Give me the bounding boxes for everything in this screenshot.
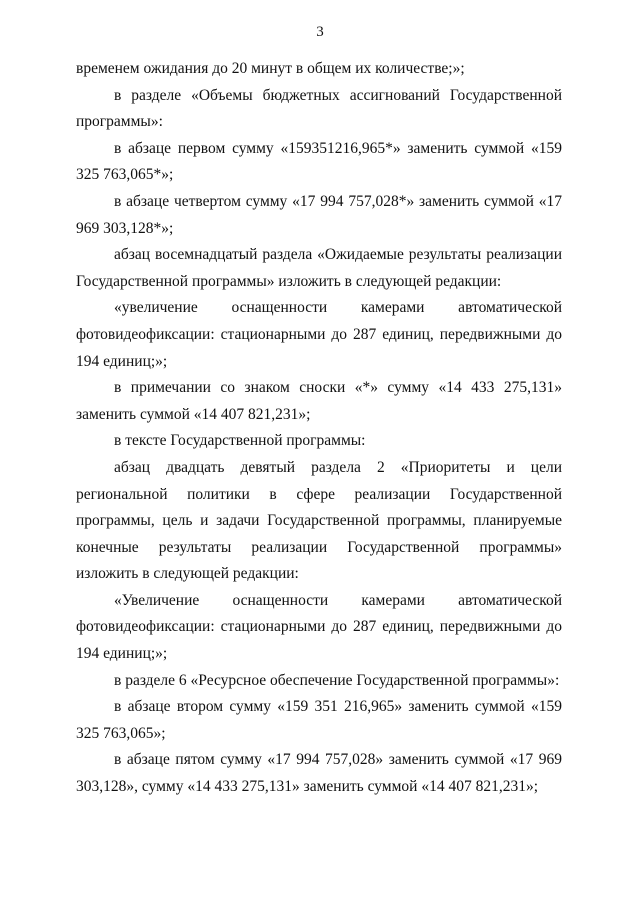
paragraph-11: в разделе 6 «Ресурсное обеспечение Государственной программы»: xyxy=(114,671,560,689)
paragraph-8: в тексте Государственной программы: xyxy=(114,432,366,450)
paragraph-12: в абзаце втором сумму «159 351 216,965» заменить суммой «159 325 763,065»; xyxy=(76,698,562,742)
paragraph-6: «увеличение оснащенности камерами автоматической фотовидеофиксации: стационарными до 287 единиц, передвижными до 194 единиц;»; xyxy=(76,299,562,370)
document-body xyxy=(76,56,562,801)
paragraph-13: в абзаце пятом сумму «17 994 757,028» заменить суммой «17 969 303,128», сумму «14 433 275,131» заменить суммой «14 407 821,231»; xyxy=(76,751,562,796)
paragraph-7: в примечании со знаком сноски «*» сумму «14 433 275,131» заменить суммой «14 407 821,231»; xyxy=(76,379,562,423)
paragraph-4: в абзаце четвертом сумму «17 994 757,028*» заменить суммой «17 969 303,128*»; xyxy=(76,192,562,237)
paragraph-10: «Увеличение оснащенности камерами автоматической фотовидеофиксации: стационарными до 287 единиц, передвижными до 194 единиц;»; xyxy=(76,591,562,663)
paragraph-3: в абзаце первом сумму «159351216,965*» заменить суммой «159 325 763,065*»; xyxy=(76,139,562,184)
paragraph-1: временем ожидания до 20 минут в общем их количестве;»; xyxy=(76,60,465,77)
paragraph-2: в разделе «Объемы бюджетных ассигнований Государственной программы»: xyxy=(76,86,562,131)
page-number: 3 xyxy=(316,24,324,40)
paragraph-9: абзац двадцать девятый раздела 2 «Приоритеты и цели региональной политики в сфере реализации Государственной программы, цель и задачи Государственной программы, планируемые конечные результаты реализации Государственной программы» изложить в следующей редакции: xyxy=(76,458,562,583)
paragraph-5: абзац восемнадцатый раздела «Ожидаемые результаты реализации Государственной программы» изложить в следующей редакции: xyxy=(76,246,562,290)
